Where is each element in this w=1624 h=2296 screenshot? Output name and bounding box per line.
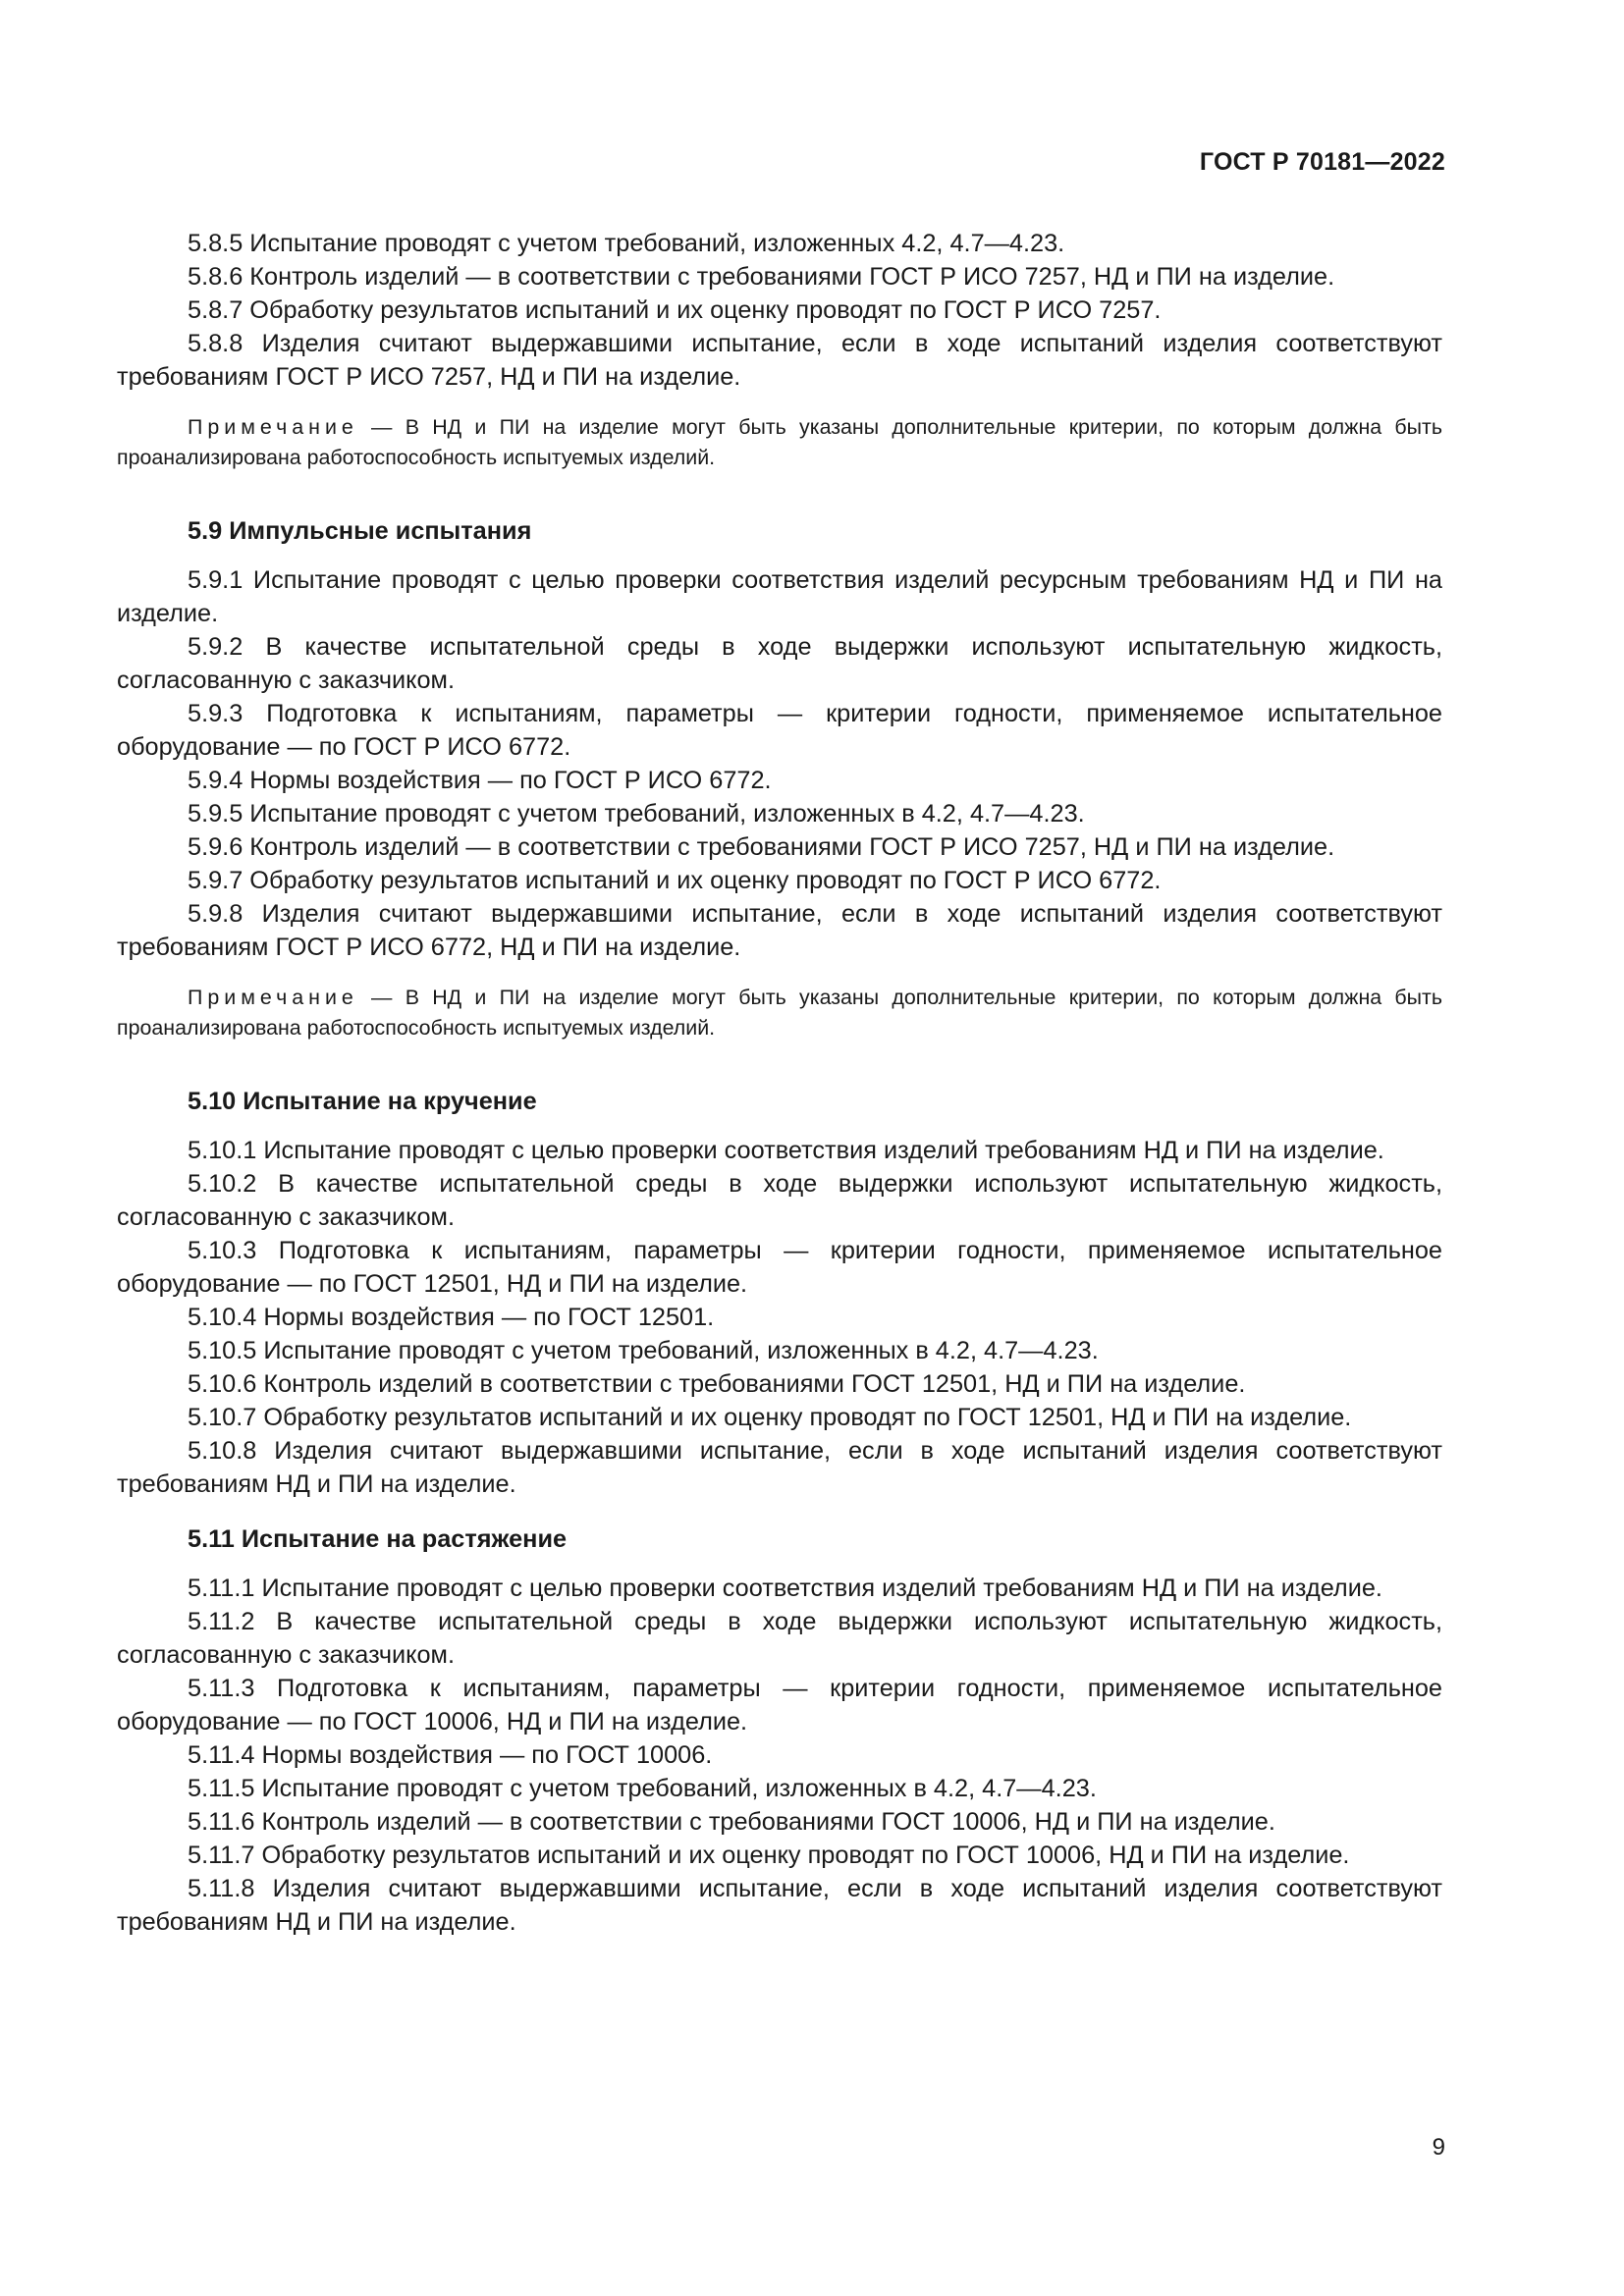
clause-5-9-4: 5.9.4 Нормы воздействия — по ГОСТ Р ИСО 6772. — [188, 767, 772, 794]
clause-5-10-1: 5.10.1 Испытание проводят с целью проверки соответствия изделий требованиям НД и ПИ на изделие. — [188, 1137, 1384, 1164]
document-header-id: ГОСТ Р 70181—2022 — [1199, 148, 1445, 176]
clause-5-8-5: 5.8.5 Испытание проводят с учетом требований, изложенных 4.2, 4.7—4.23. — [188, 230, 1065, 257]
clause-5-8-6: 5.8.6 Контроль изделий — в соответствии с требованиями ГОСТ Р ИСО 7257, НД и ПИ на изделие. — [188, 263, 1335, 291]
note-label: Примечание — [188, 415, 358, 439]
document-body — [117, 227, 1442, 1939]
clause-5-11-8: 5.11.8 Изделия считают выдержавшими испытание, если в ходе испытаний изделия соответствуют требованиям НД и ПИ на изделие. — [117, 1875, 1442, 1936]
clause-5-11-2: 5.11.2 В качестве испытательной среды в ходе выдержки используют испытательную жидкость, согласованную с заказчиком. — [117, 1608, 1442, 1669]
clause-5-11-3: 5.11.3 Подготовка к испытаниям, параметры — критерии годности, применяемое испытательное оборудование — по ГОСТ 10006, НД и ПИ на изделие. — [117, 1675, 1442, 1735]
section-heading-5-11: 5.11 Испытание на растяжение — [188, 1525, 568, 1553]
page-number: 9 — [1432, 2134, 1445, 2161]
clause-5-11-1: 5.11.1 Испытание проводят с целью проверки соответствия изделий требованиям НД и ПИ на изделие. — [188, 1575, 1382, 1602]
clause-5-10-6: 5.10.6 Контроль изделий в соответствии с требованиями ГОСТ 12501, НД и ПИ на изделие. — [188, 1370, 1246, 1398]
section-heading-5-10: 5.10 Испытание на кручение — [188, 1088, 537, 1115]
note-text: — В НД и ПИ на изделие могут быть указаны дополнительные критерии, по которым должна быть проанализирована работоспособность испытуемых изделий. — [117, 986, 1442, 1040]
clause-5-9-6: 5.9.6 Контроль изделий — в соответствии с требованиями ГОСТ Р ИСО 7257, НД и ПИ на изделие. — [188, 833, 1335, 861]
clause-5-10-4: 5.10.4 Нормы воздействия — по ГОСТ 12501. — [188, 1304, 715, 1331]
clause-5-10-7: 5.10.7 Обработку результатов испытаний и их оценку проводят по ГОСТ 12501, НД и ПИ на изделие. — [188, 1404, 1352, 1431]
clause-5-9-7: 5.9.7 Обработку результатов испытаний и их оценку проводят по ГОСТ Р ИСО 6772. — [188, 867, 1162, 894]
note-text: — В НД и ПИ на изделие могут быть указаны дополнительные критерии, по которым должна быть проанализирована работоспособность испытуемых изделий. — [117, 415, 1442, 469]
clause-5-9-3: 5.9.3 Подготовка к испытаниям, параметры — критерии годности, применяемое испытательное оборудование — по ГОСТ Р ИСО 6772. — [117, 700, 1442, 761]
clause-5-11-5: 5.11.5 Испытание проводят с учетом требований, изложенных в 4.2, 4.7—4.23. — [188, 1775, 1097, 1802]
clause-5-11-4: 5.11.4 Нормы воздействия — по ГОСТ 10006. — [188, 1741, 713, 1769]
note-5-9 — [117, 983, 1442, 1043]
clause-5-11-6: 5.11.6 Контроль изделий — в соответствии с требованиями ГОСТ 10006, НД и ПИ на изделие. — [188, 1808, 1275, 1836]
note-label: Примечание — [188, 986, 358, 1009]
clause-5-10-3: 5.10.3 Подготовка к испытаниям, параметры — критерии годности, применяемое испытательное оборудование — по ГОСТ 12501, НД и ПИ на изделие. — [117, 1237, 1442, 1298]
clause-5-11-7: 5.11.7 Обработку результатов испытаний и их оценку проводят по ГОСТ 10006, НД и ПИ на изделие. — [188, 1842, 1350, 1869]
clause-5-8-7: 5.8.7 Обработку результатов испытаний и их оценку проводят по ГОСТ Р ИСО 7257. — [188, 296, 1162, 324]
clause-5-9-1: 5.9.1 Испытание проводят с целью проверки соответствия изделий ресурсным требованиям НД и ПИ на изделие. — [117, 566, 1442, 627]
clause-5-9-5: 5.9.5 Испытание проводят с учетом требований, изложенных в 4.2, 4.7—4.23. — [188, 800, 1085, 828]
clause-5-10-8: 5.10.8 Изделия считают выдержавшими испытание, если в ходе испытаний изделия соответствуют требованиям НД и ПИ на изделие. — [117, 1437, 1442, 1498]
clause-5-10-5: 5.10.5 Испытание проводят с учетом требований, изложенных в 4.2, 4.7—4.23. — [188, 1337, 1099, 1364]
clause-5-10-2: 5.10.2 В качестве испытательной среды в ходе выдержки используют испытательную жидкость, согласованную с заказчиком. — [117, 1170, 1442, 1231]
clause-5-8-8: 5.8.8 Изделия считают выдержавшими испытание, если в ходе испытаний изделия соответствуют требованиям ГОСТ Р ИСО 7257, НД и ПИ на изделие. — [117, 330, 1442, 391]
section-heading-5-9: 5.9 Импульсные испытания — [188, 517, 532, 545]
note-5-8 — [117, 412, 1442, 473]
clause-5-9-8: 5.9.8 Изделия считают выдержавшими испытание, если в ходе испытаний изделия соответствуют требованиям ГОСТ Р ИСО 6772, НД и ПИ на изделие. — [117, 900, 1442, 961]
clause-5-9-2: 5.9.2 В качестве испытательной среды в ходе выдержки используют испытательную жидкость, согласованную с заказчиком. — [117, 633, 1442, 694]
